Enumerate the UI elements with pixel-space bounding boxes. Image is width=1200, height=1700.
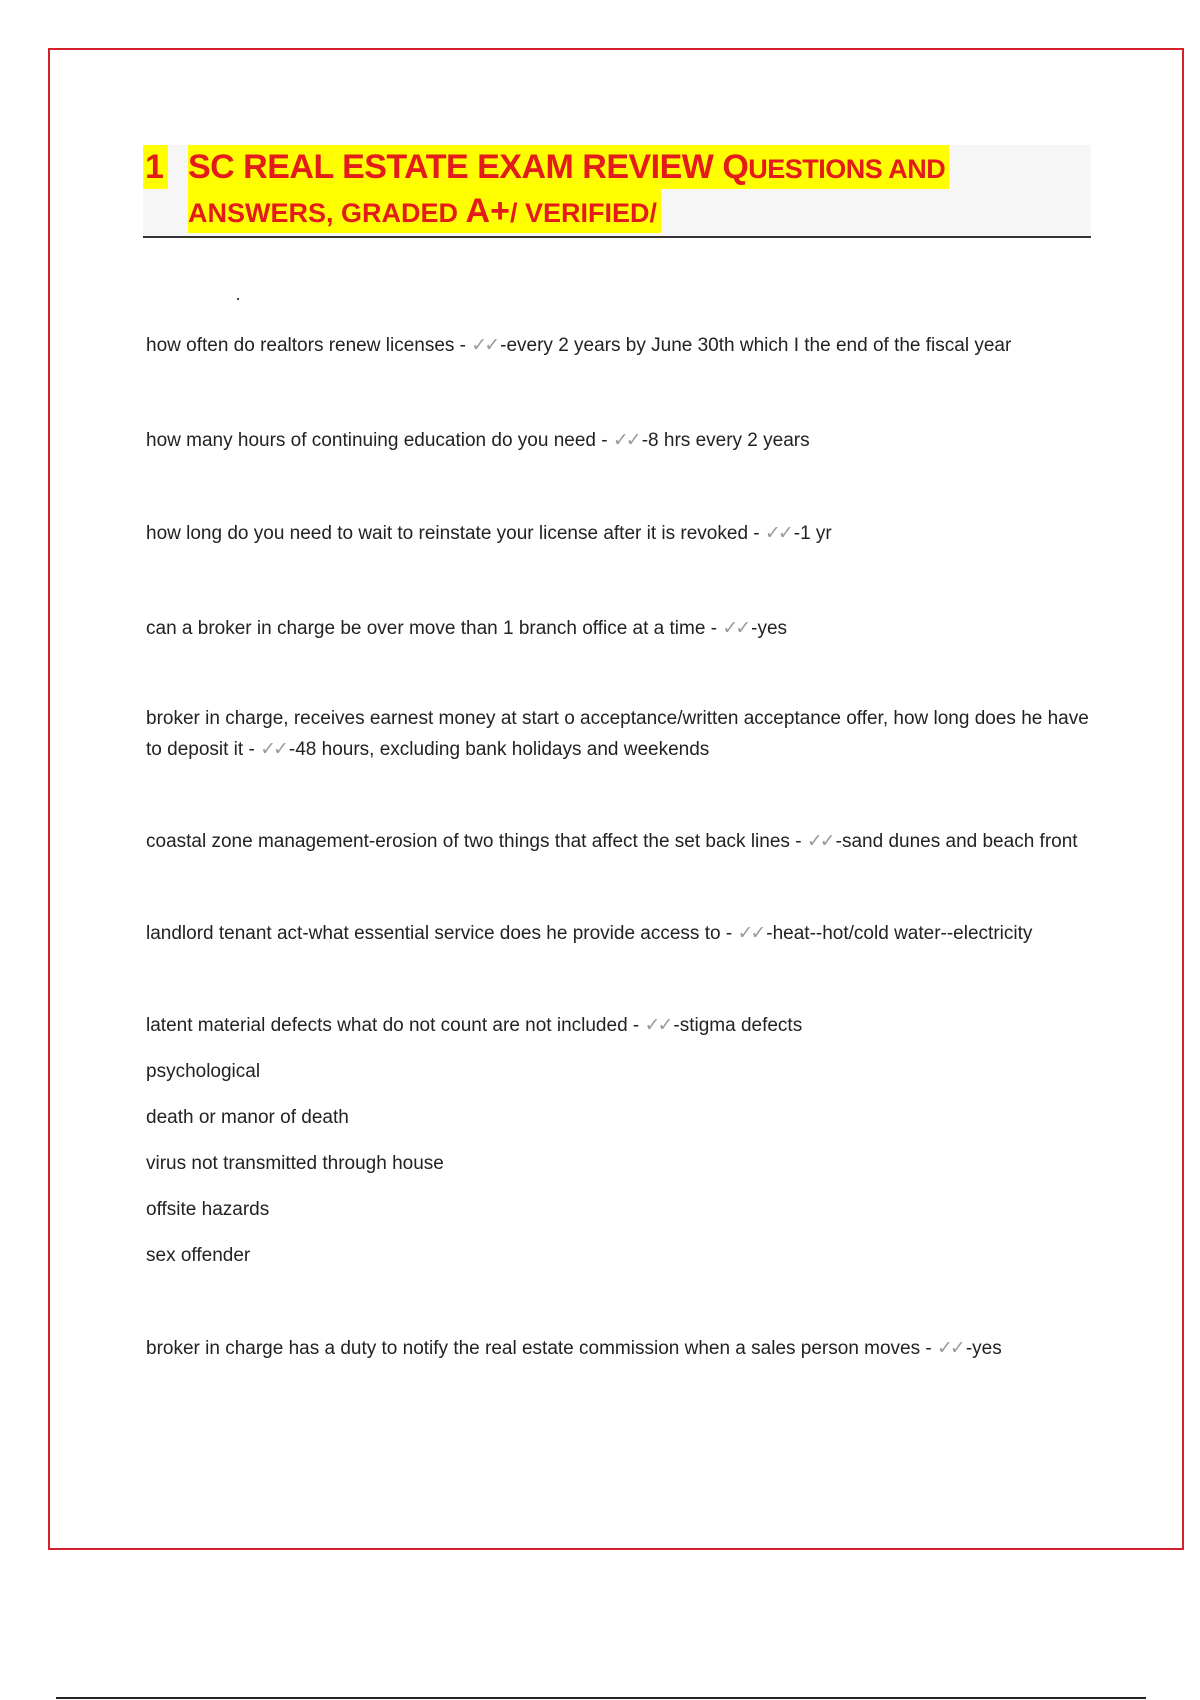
qa-item <box>146 1010 1096 1041</box>
title-line-1-main: SC REAL ESTATE EXAM REVIEW Q <box>188 148 749 186</box>
qa-item <box>146 518 1096 549</box>
qa-item <box>146 425 1096 456</box>
title-line-2 <box>188 189 661 233</box>
stray-dot <box>237 298 239 300</box>
qa-item <box>146 918 1096 949</box>
footer-rule <box>56 1697 1146 1699</box>
question-text: how often do realtors renew licenses - <box>146 335 472 356</box>
question-text: can a broker in charge be over move than 1 branch office at a time - <box>146 618 723 639</box>
latent-defect-item: virus not transmitted through house <box>146 1153 444 1174</box>
question-text: landlord tenant act-what essential service does he provide access to - <box>146 923 738 944</box>
latent-defect-item: sex offender <box>146 1245 251 1266</box>
question-text: broker in charge, receives earnest money at start o acceptance/written acceptance offer, how long does he have to deposit it - <box>146 708 1089 760</box>
check-marks-icon: ✓✓ <box>937 1337 963 1359</box>
answer-text: -yes <box>751 618 788 639</box>
qa-item <box>146 1333 1096 1364</box>
answer-text: -every 2 years by June 30th which I the end of the fiscal year <box>500 335 1012 356</box>
answer-text: -48 hours, excluding bank holidays and weekends <box>288 739 710 760</box>
question-text: latent material defects what do not count are not included - <box>146 1015 645 1036</box>
qa-list <box>146 330 1096 1364</box>
check-marks-icon: ✓✓ <box>806 830 833 852</box>
check-marks-icon: ✓✓ <box>737 922 764 944</box>
question-text: coastal zone management-erosion of two things that affect the set back lines - <box>146 831 807 852</box>
qa-item <box>146 703 1096 765</box>
check-marks-icon: ✓✓ <box>644 1014 671 1036</box>
question-text: how long do you need to wait to reinstate your license after it is revoked - <box>146 523 765 544</box>
check-marks-icon: ✓✓ <box>260 738 286 760</box>
answer-text: -yes <box>965 1338 1002 1359</box>
title-line-2-pre: ANSWERS, GRADED <box>188 198 466 228</box>
qa-item <box>146 613 1096 644</box>
title-line-1 <box>188 145 949 189</box>
answer-text: -stigma defects <box>673 1015 803 1036</box>
title-grade: A+ <box>465 192 510 230</box>
latent-defect-item: psychological <box>146 1061 261 1082</box>
title-line-2-post: / VERIFIED/ <box>509 198 657 228</box>
check-marks-icon: ✓✓ <box>471 334 498 356</box>
title-number: 1 <box>143 145 168 189</box>
answer-text: -1 yr <box>793 523 832 544</box>
check-marks-icon: ✓✓ <box>722 617 749 639</box>
qa-item <box>146 330 1096 361</box>
check-marks-icon: ✓✓ <box>612 429 639 451</box>
answer-text: -heat--hot/cold water--electricity <box>766 923 1033 944</box>
answer-text: -sand dunes and beach front <box>835 831 1078 852</box>
question-text: broker in charge has a duty to notify the real estate commission when a sales person moves - <box>146 1338 938 1359</box>
question-text: how many hours of continuing education do you need - <box>146 430 613 451</box>
latent-defect-item: death or manor of death <box>146 1107 349 1128</box>
document-title <box>143 145 1091 238</box>
qa-item <box>146 826 1096 857</box>
check-marks-icon: ✓✓ <box>764 522 791 544</box>
answer-text: -8 hrs every 2 years <box>641 430 810 451</box>
latent-defect-item: offsite hazards <box>146 1199 270 1220</box>
title-line-1-smallcaps: UESTIONS AND <box>748 154 946 184</box>
